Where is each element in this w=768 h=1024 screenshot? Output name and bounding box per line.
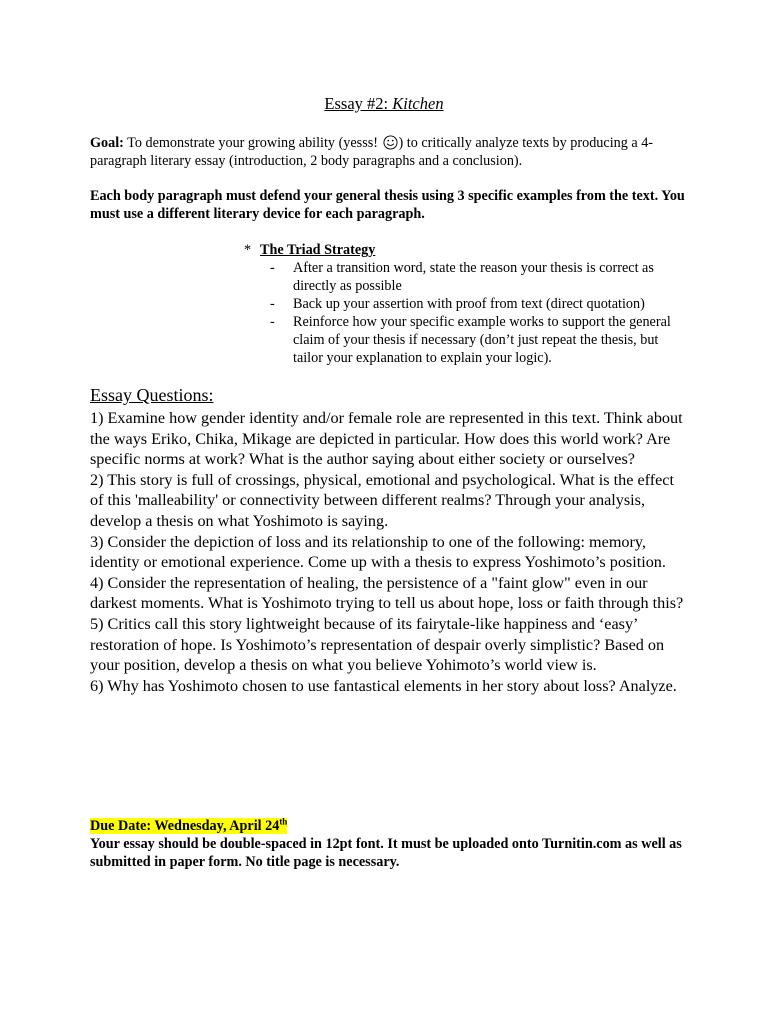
list-item: - Reinforce how your specific example works to support the general claim of your thesis if necessary (don’t just repeat the thesis, but tailor your explanation to explain your logic). — [270, 314, 671, 366]
submission-instructions: Your essay should be double-spaced in 12pt font. It must be uploaded onto Turnitin.com as well as submitted in paper form. No title page is necessary. — [90, 836, 682, 870]
page-title — [0, 94, 768, 114]
list-item: - After a transition word, state the reason your thesis is correct as directly as possible — [270, 260, 654, 294]
due-date-line — [90, 817, 700, 835]
title-prefix: Essay #2: — [324, 94, 393, 113]
due-date-highlight — [90, 818, 287, 834]
question-2: 2) This story is full of crossings, physical, emotional and psychological. What is the effect of this 'malleability' or connectivity between different realms? Through your analysis, develop a thesis on what Yoshimoto is saying. — [90, 470, 674, 530]
goal-text-2: ) to critically analyze texts by producing a 4-paragraph literary essay (introduction, 2 body paragraphs and a conclusion). — [90, 135, 654, 169]
goal-label: Goal: — [90, 135, 124, 151]
triad-bullet: * — [244, 242, 252, 258]
due-date-suffix: th — [279, 816, 288, 827]
due-date-label: Due Date: Wednesday, April 24 — [90, 818, 280, 834]
smiley-face-icon — [383, 135, 398, 150]
title-kitchen: Kitchen — [392, 94, 444, 113]
goal-text-1: To demonstrate your growing ability (yesss! — [123, 135, 382, 151]
question-6: 6) Why has Yoshimoto chosen to use fantastical elements in her story about loss? Analyze. — [90, 676, 677, 695]
due-date-section — [90, 817, 700, 871]
title-text — [324, 94, 443, 113]
essay-questions — [90, 383, 690, 696]
triad-heading-label: The Triad Strategy — [260, 242, 376, 258]
list-item: - Back up your assertion with proof from text (direct quotation) — [270, 296, 645, 312]
essay-questions-heading: Essay Questions: — [90, 385, 214, 405]
question-3: 3) Consider the depiction of loss and its relationship to one of the following: memory, identity or emotional experience. Come up with a thesis to express Yoshimoto’s position. — [90, 532, 666, 572]
triad-list — [244, 259, 684, 367]
body-paragraph-requirement: Each body paragraph must defend your general thesis using 3 specific examples from the text. You must use a different literary device for each paragraph. — [90, 188, 685, 222]
question-5: 5) Critics call this story lightweight because of its fairytale-like happiness and ‘easy’ restoration of hope. Is Yoshimoto’s representation of despair overly simplistic? Based on your position, develop a thesis on what you believe Yohimoto’s world view is. — [90, 614, 665, 675]
triad-strategy — [244, 241, 684, 367]
goal-paragraph — [90, 134, 690, 170]
triad-heading — [244, 241, 684, 259]
question-1: 1) Examine how gender identity and/or female role are represented in this text. Think about the ways Eriko, Chika, Mikage are depicted in particular. How does this world work? Are specific norms at work? What is the author saying about either society or ourselves? — [90, 409, 683, 469]
question-4: 4) Consider the representation of healing, the persistence of a "faint glow" even in our darkest moments. What is Yoshimoto trying to tell us about hope, loss or faith through this? — [90, 573, 684, 613]
